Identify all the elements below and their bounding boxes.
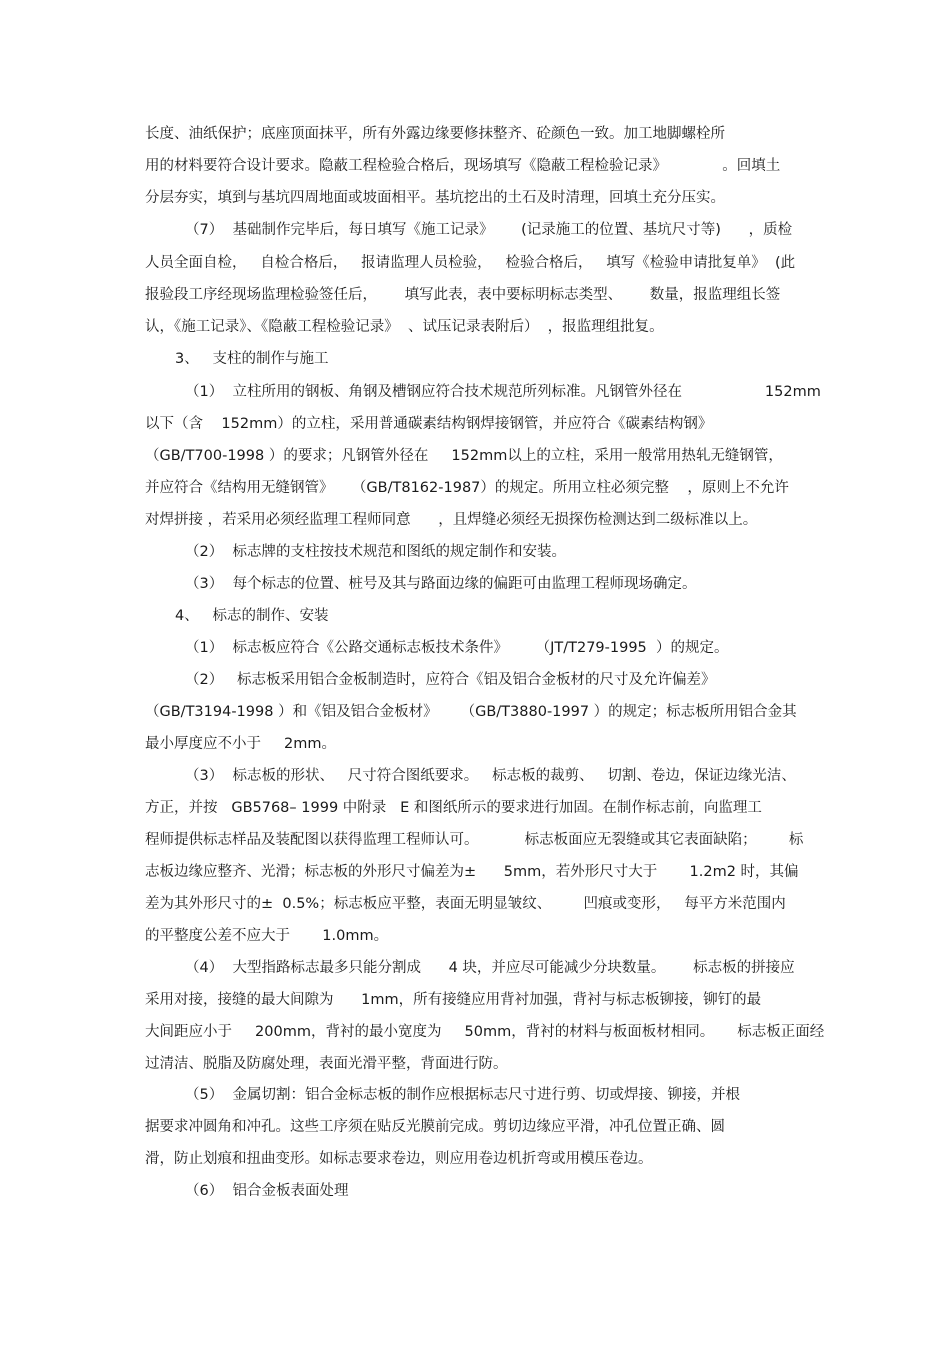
text-line: （2） 标志牌的支柱按技术规范和图纸的规定制作和安装。 xyxy=(185,544,566,560)
text-line: 大间距应小于 200mm，背衬的最小宽度为 50mm，背衬的材料与板面板材相同。 标志板正面经 xyxy=(145,1024,825,1040)
text-line: 人员全面自检， 自检合格后， 报请监理人员检验， 检验合格后， 填写《检验申请批复单》 (此 xyxy=(145,255,796,271)
text-line: 采用对接，接缝的最大间隙为 1mm，所有接缝应用背衬加强，背衬与标志板铆接，铆钉的最 xyxy=(145,992,762,1008)
text-line: 最小厚度应不小于 2mm。 xyxy=(145,736,337,752)
text-line: 并应符合《结构用无缝钢管》 （GB/T8162-1987）的规定。所用立柱必须完整 ，原则上不允许 xyxy=(145,480,789,496)
text-line: 差为其外形尺寸的± 0.5%；标志板应平整，表面无明显皱纹、 凹痕或变形， 每平方米范围内 xyxy=(145,896,786,912)
text-line: （3） 标志板的形状、 尺寸符合图纸要求。 标志板的裁剪、 切割、卷边，保证边缘光洁、 xyxy=(185,768,796,784)
text-line: 的平整度公差不应大于 1.0mm。 xyxy=(145,928,389,944)
text-line: （GB/T700-1998 ）的要求；凡钢管外径在 152mm以上的立柱，采用一般常用热轧无缝钢管， xyxy=(145,448,783,464)
text-line: （2） 标志板采用铝合金板制造时，应符合《铝及铝合金板材的尺寸及允许偏差》 xyxy=(185,672,716,688)
text-line: （7） 基础制作完毕后，每日填写《施工记录》 (记录施工的位置、基坑尺寸等) ，质检 xyxy=(185,222,793,238)
text-line: （1） 立柱所用的钢板、角钢及槽钢应符合技术规范所列标准。凡钢管外径在 152mm xyxy=(185,384,821,400)
text-line: 长度、油纸保护；底座顶面抹平，所有外露边缘要修抹整齐、砼颜色一致。加工地脚螺栓所 xyxy=(145,126,725,142)
text-line: 方正，并按 GB5768– 1999 中附录 E 和图纸所示的要求进行加固。在制作标志前，向监理工 xyxy=(145,800,762,816)
text-line: （6） 铝合金板表面处理 xyxy=(185,1183,349,1199)
text-line: 认，《施工记录》、《隐蔽工程检验记录》 、试压记录表附后） ，报监理组批复。 xyxy=(145,319,664,335)
text-line: （GB/T3194-1998 ）和《铝及铝合金板材》 （GB/T3880-1997 ）的规定；标志板所用铝合金其 xyxy=(145,704,797,720)
text-line: 以下（含 152mm）的立柱，采用普通碳素结构钢焊接钢管，并应符合《碳素结构钢》 xyxy=(145,416,713,432)
text-line: 对焊拼接 ，若采用必须经监理工程师同意 ，且焊缝必须经无损探伤检测达到二级标准以上。 xyxy=(145,512,758,528)
text-line: （1） 标志板应符合《公路交通标志板技术条件》 （JT/T279-1995 ）的规定。 xyxy=(185,640,729,656)
text-line: 程师提供标志样品及装配图以获得监理工程师认可。 标志板面应无裂缝或其它表面缺陷； 标 xyxy=(145,832,804,848)
text-line: 滑，防止划痕和扭曲变形。如标志要求卷边，则应用卷边机折弯或用模压卷边。 xyxy=(145,1151,653,1167)
text-line: （5） 金属切割：铝合金标志板的制作应根据标志尺寸进行剪、切或焊接、铆接，并根 xyxy=(185,1087,740,1103)
text-line: （3） 每个标志的位置、桩号及其与路面边缘的偏距可由监理工程师现场确定。 xyxy=(185,576,697,592)
section-heading: 3、 支柱的制作与施工 xyxy=(175,351,329,367)
text-line: 过清洁、脱脂及防腐处理，表面光滑平整，背面进行防。 xyxy=(145,1056,508,1072)
section-heading: 4、 标志的制作、安装 xyxy=(175,608,329,624)
text-line: 据要求冲圆角和冲孔。这些工序须在贴反光膜前完成。剪切边缘应平滑，冲孔位置正确、圆 xyxy=(145,1119,725,1135)
text-line: 志板边缘应整齐、光滑；标志板的外形尺寸偏差为± 5mm，若外形尺寸大于 1.2m2 时，其偏 xyxy=(145,864,799,880)
text-line: 用的材料要符合设计要求。隐蔽工程检验合格后，现场填写《隐蔽工程检验记录》 。回填土 xyxy=(145,158,781,174)
text-line: 报验段工序经现场监理检验签任后， 填写此表，表中要标明标志类型、 数量，报监理组长签 xyxy=(145,287,781,303)
text-line: （4） 大型指路标志最多只能分割成 4 块，并应尽可能减少分块数量。 标志板的拼接应 xyxy=(185,960,795,976)
text-line: 分层夯实，填到与基坑四周地面或坡面相平。基坑挖出的土石及时清理，回填土充分压实。 xyxy=(145,190,725,206)
